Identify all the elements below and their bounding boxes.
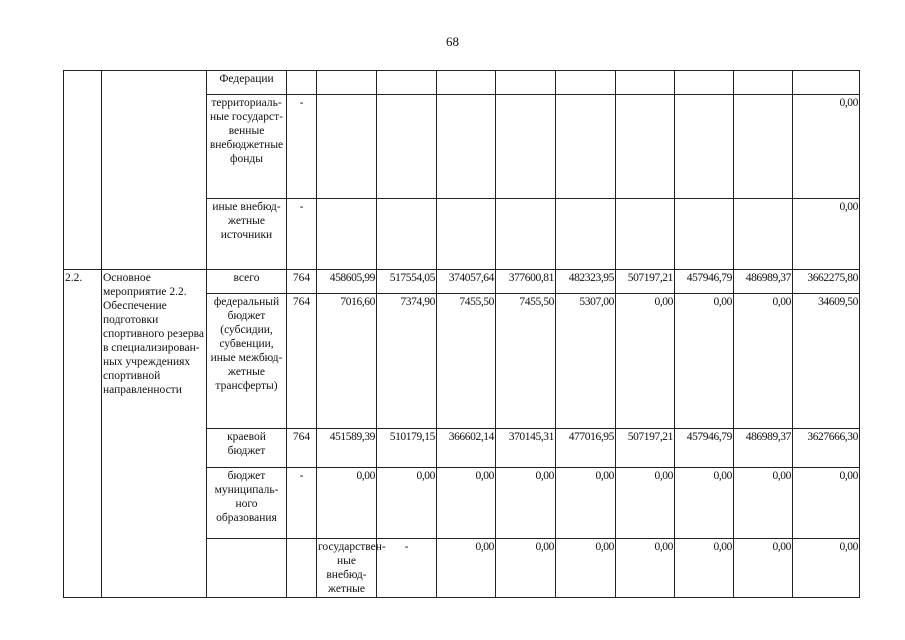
source-cell: краевой бюджет — [207, 429, 287, 468]
value-cell: 0,00 — [437, 539, 496, 598]
value-cell — [496, 95, 556, 199]
measure-name-cell — [102, 71, 207, 270]
value-cell — [377, 95, 437, 199]
page-number: 68 — [446, 34, 459, 49]
index-cell — [64, 71, 102, 270]
value-cell: 0,00 — [793, 539, 860, 598]
value-cell: 7455,50 — [496, 294, 556, 429]
value-cell — [556, 71, 616, 95]
value-cell — [377, 199, 437, 270]
value-cell: 0,00 — [437, 468, 496, 539]
budget-table — [63, 70, 860, 598]
table-row — [64, 270, 860, 294]
code-cell: - — [287, 199, 317, 270]
code-cell — [287, 71, 317, 95]
value-cell: 0,00 — [793, 95, 860, 199]
value-cell: 0,00 — [317, 468, 377, 539]
value-cell — [317, 95, 377, 199]
value-cell: 507197,21 — [616, 429, 675, 468]
value-cell — [437, 71, 496, 95]
code-cell: - — [287, 95, 317, 199]
value-cell: 507197,21 — [616, 270, 675, 294]
value-cell — [377, 71, 437, 95]
value-cell: 0,00 — [377, 468, 437, 539]
value-cell: 510179,15 — [377, 429, 437, 468]
value-cell: 34609,50 — [793, 294, 860, 429]
value-cell — [437, 199, 496, 270]
value-cell — [734, 199, 793, 270]
code-cell: 764 — [287, 294, 317, 429]
value-cell — [675, 95, 734, 199]
value-cell: 0,00 — [556, 539, 616, 598]
value-cell: 458605,99 — [317, 270, 377, 294]
value-cell: 477016,95 — [556, 429, 616, 468]
source-cell: всего — [207, 270, 287, 294]
value-cell — [616, 71, 675, 95]
source-cell: государствен-ные внебюд-жетные — [317, 539, 377, 598]
value-cell: 0,00 — [616, 539, 675, 598]
value-cell: 5307,00 — [556, 294, 616, 429]
value-cell — [675, 71, 734, 95]
value-cell — [556, 95, 616, 199]
code-cell: 764 — [287, 270, 317, 294]
source-cell: Федерации — [207, 71, 287, 95]
value-cell — [793, 71, 860, 95]
source-cell: территориаль-ные государст-венные внебюджетные фонды — [207, 95, 287, 199]
value-cell: 0,00 — [734, 539, 793, 598]
value-cell: 486989,37 — [734, 270, 793, 294]
value-cell: 0,00 — [675, 294, 734, 429]
value-cell — [734, 95, 793, 199]
value-cell: 517554,05 — [377, 270, 437, 294]
value-cell: 0,00 — [675, 468, 734, 539]
value-cell: 3627666,30 — [793, 429, 860, 468]
value-cell: 374057,64 — [437, 270, 496, 294]
value-cell: 482323,95 — [556, 270, 616, 294]
value-cell: 0,00 — [734, 294, 793, 429]
value-cell — [317, 71, 377, 95]
measure-name: Основное мероприятие 2.2. Обеспечение подготовки спортивного резерва в специализирован-ных учреждениях спортивной направленности — [102, 270, 207, 598]
code-cell: 764 — [287, 429, 317, 468]
value-cell: 377600,81 — [496, 270, 556, 294]
value-cell: 3662275,80 — [793, 270, 860, 294]
value-cell: 0,00 — [734, 468, 793, 539]
source-cell: иные внебюд-жетные источники — [207, 199, 287, 270]
value-cell: 0,00 — [793, 199, 860, 270]
code-cell: - — [377, 539, 437, 598]
value-cell: 451589,39 — [317, 429, 377, 468]
table-row — [64, 71, 860, 95]
code-cell: - — [287, 468, 317, 539]
value-cell: 0,00 — [556, 468, 616, 539]
value-cell — [317, 199, 377, 270]
value-cell — [496, 71, 556, 95]
value-cell: 7016,60 — [317, 294, 377, 429]
source-cell: бюджет муниципаль-ного образования — [207, 468, 287, 539]
value-cell — [616, 199, 675, 270]
value-cell — [437, 95, 496, 199]
value-cell: 457946,79 — [675, 429, 734, 468]
value-cell — [496, 199, 556, 270]
value-cell: 457946,79 — [675, 270, 734, 294]
value-cell: 0,00 — [496, 539, 556, 598]
measure-index: 2.2. — [64, 270, 102, 598]
value-cell: 7374,90 — [377, 294, 437, 429]
value-cell: 0,00 — [675, 539, 734, 598]
value-cell: 0,00 — [616, 294, 675, 429]
value-cell: 486989,37 — [734, 429, 793, 468]
value-cell: 370145,31 — [496, 429, 556, 468]
value-cell — [675, 199, 734, 270]
index-cell — [207, 539, 287, 598]
source-cell: федеральный бюджет (субсидии, субвенции, иные межбюд-жетные трансферты) — [207, 294, 287, 429]
measure-name-cell — [287, 539, 317, 598]
value-cell: 0,00 — [496, 468, 556, 539]
value-cell: 7455,50 — [437, 294, 496, 429]
value-cell: 0,00 — [616, 468, 675, 539]
value-cell — [616, 95, 675, 199]
value-cell: 366602,14 — [437, 429, 496, 468]
value-cell — [734, 71, 793, 95]
value-cell: 0,00 — [793, 468, 860, 539]
value-cell — [556, 199, 616, 270]
